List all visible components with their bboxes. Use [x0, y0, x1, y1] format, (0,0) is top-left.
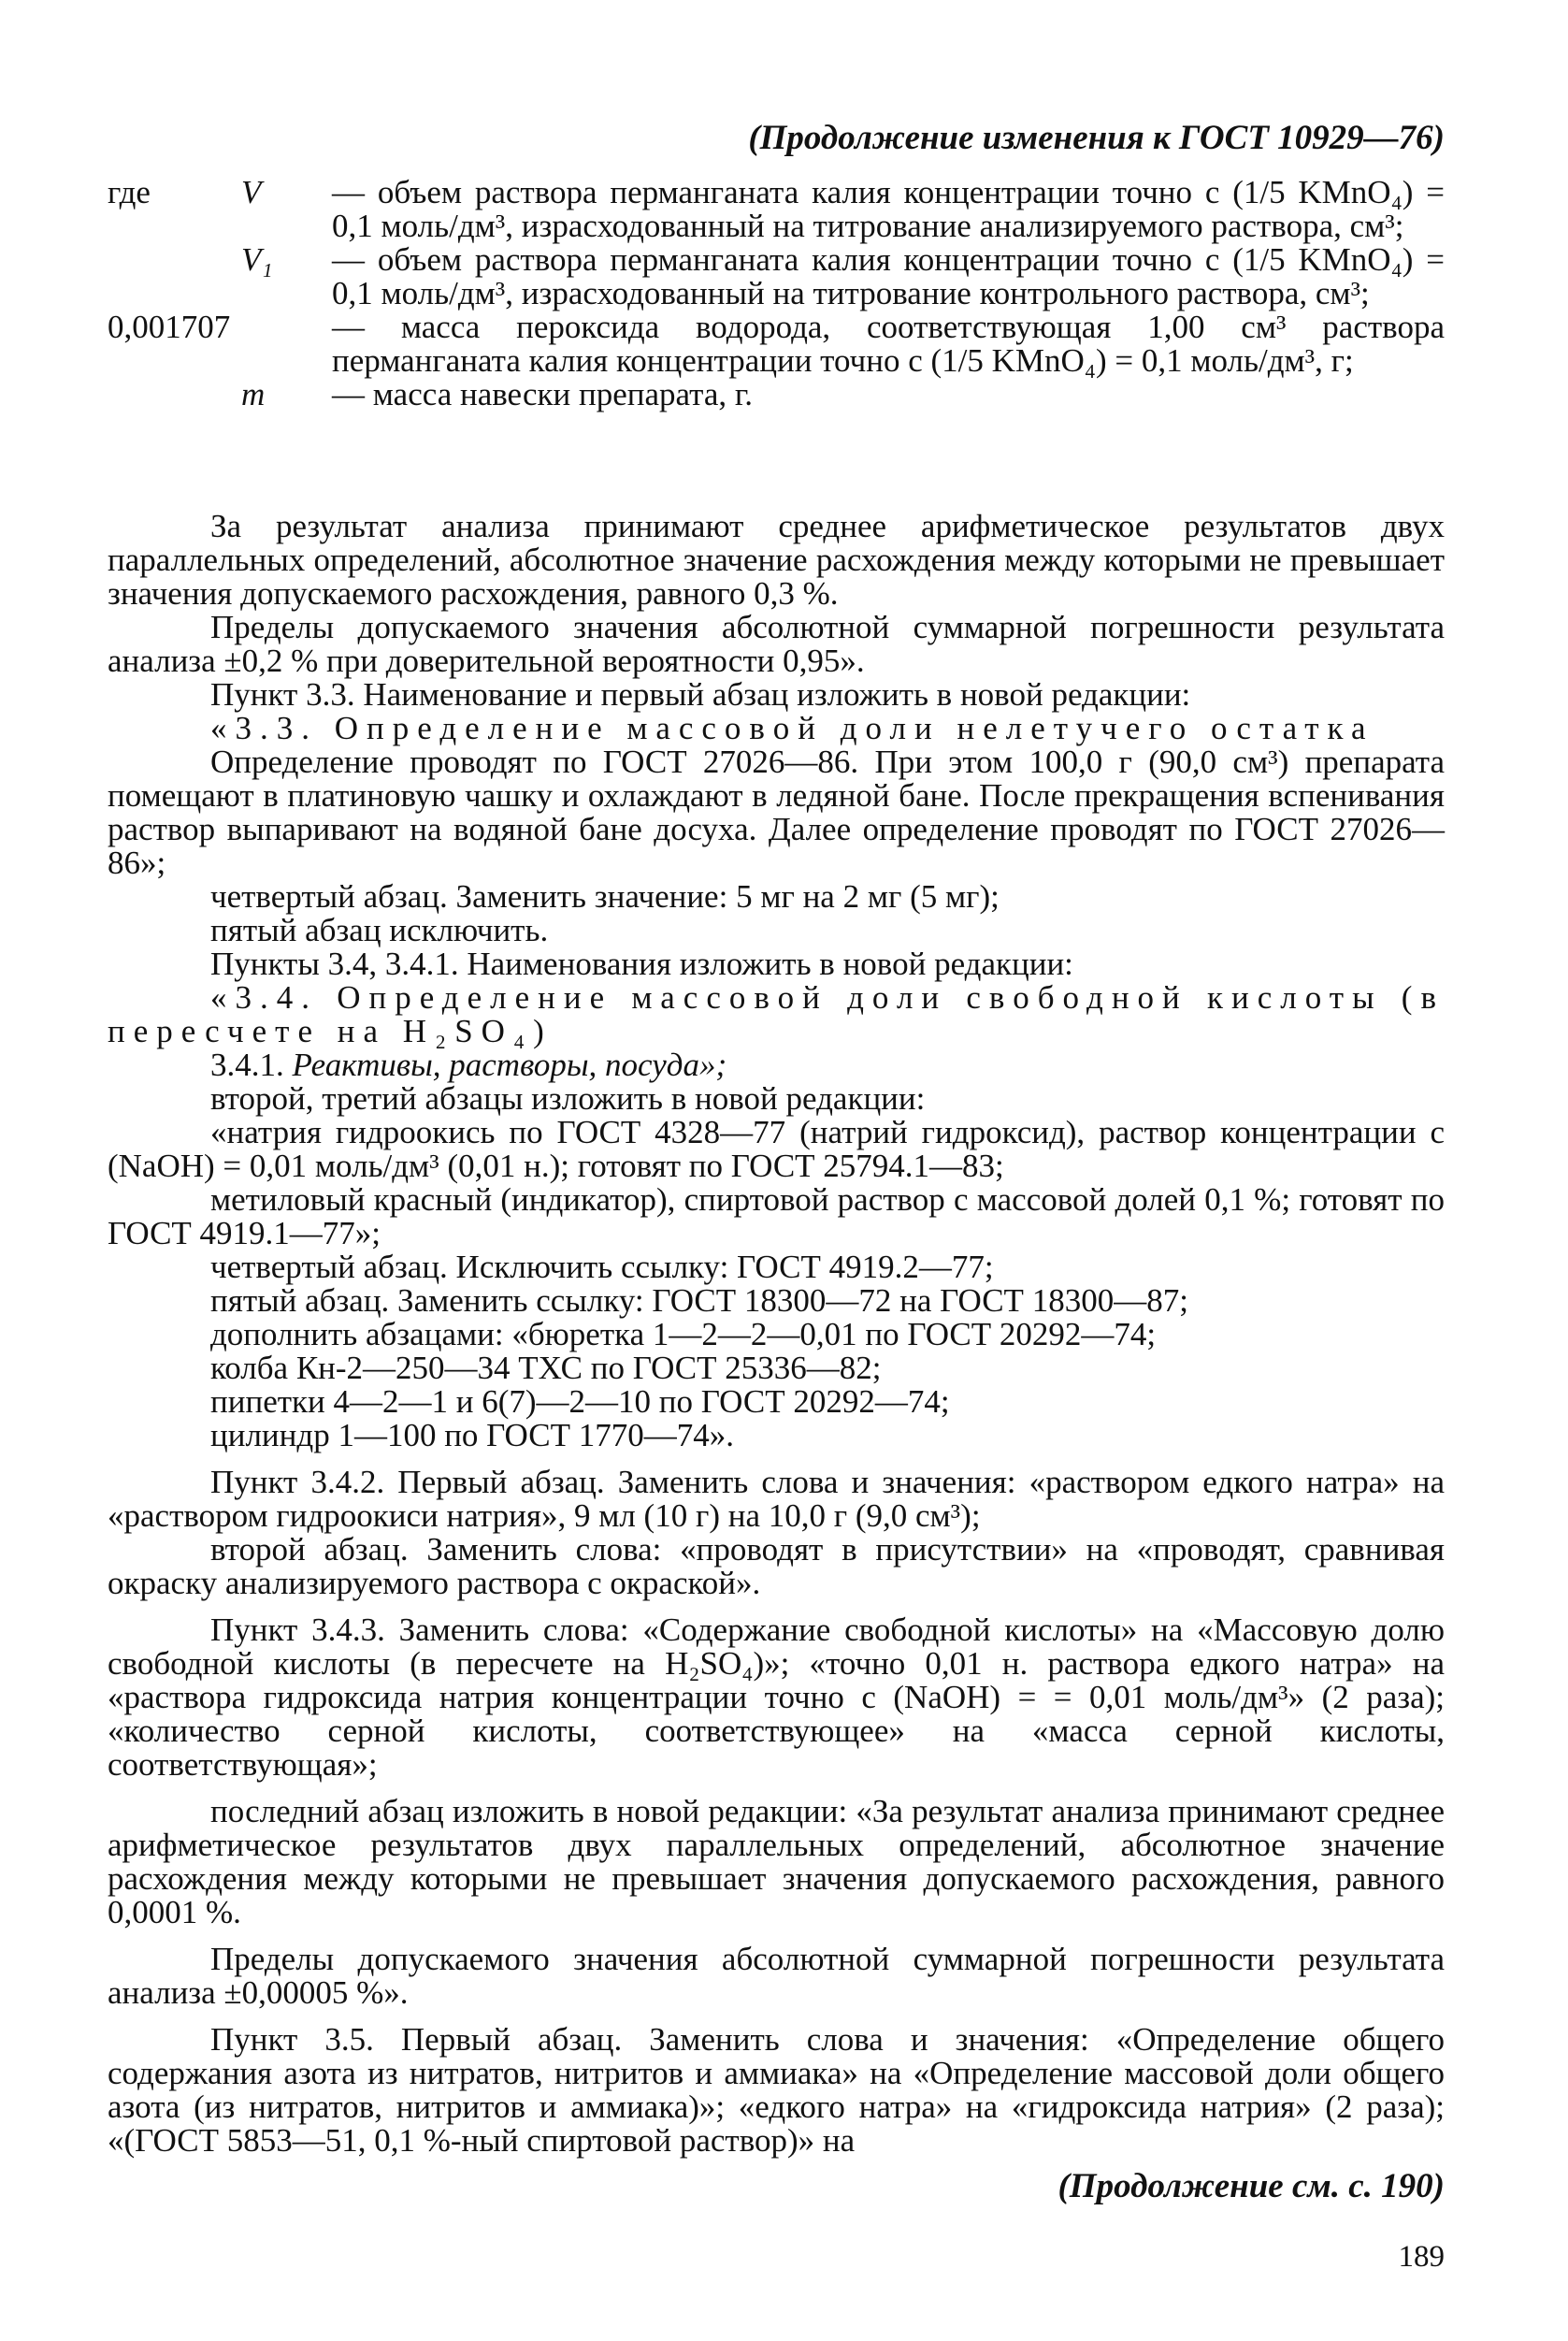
- section-heading-3-3: «3.3. Определение массовой доли нелетучего остатка: [210, 710, 1374, 746]
- paragraph: колба Кн-2—250—34 ТХС по ГОСТ 25336—82;: [210, 1350, 882, 1386]
- definition-text: — масса пероксида водорода, соответствующая 1,00 см³ раствора перманганата калия концентрации точно c (1/5 KMnO₄) = 0,1 моль/дм³, г;: [332, 309, 1445, 379]
- paragraph: Определение проводят по ГОСТ 27026—86. При этом 100,0 г (90,0 см³) препарата помещают в платиновую чашку и охлаждают в ледяной бане. После прекращения вспенивания раствор выпаривают на водяной бане досуха. Далее определение проводят по ГОСТ 27026—86»;: [108, 744, 1445, 881]
- definition-symbol: m: [241, 376, 266, 412]
- definition-v: [108, 176, 1445, 243]
- subsection-title: Реактивы, растворы, посуда»;: [292, 1047, 727, 1083]
- footer-continuation-note: (Продолжение см. с. 190): [1057, 2167, 1445, 2205]
- subsection-heading-3-4-1: [108, 1048, 1445, 1082]
- paragraph: Пункт 3.4.2. Первый абзац. Заменить слова и значения: «раствором едкого натра» на «раствором гидроокиси натрия», 9 мл (10 г) на 10,0 г (9,0 см³);: [108, 1464, 1445, 1534]
- paragraph: пятый абзац исключить.: [210, 912, 549, 948]
- definition-m: [108, 378, 1445, 412]
- variable-definitions: [108, 176, 1445, 412]
- definition-text: — масса навески препарата, г.: [332, 376, 754, 412]
- paragraph: Пределы допускаемого значения абсолютной суммарной погрешности результата анализа ±0,2 % при доверительной вероятности 0,95».: [108, 609, 1445, 679]
- paragraph: четвертый абзац. Исключить ссылку: ГОСТ 4919.2—77;: [210, 1249, 994, 1285]
- paragraph: цилиндр 1—100 по ГОСТ 1770—74».: [210, 1417, 734, 1453]
- paragraph: второй абзац. Заменить слова: «проводят в присутствии» на «проводят, сравнивая окраску анализируемого раствора с окраской».: [108, 1531, 1445, 1601]
- paragraph: второй, третий абзацы изложить в новой редакции:: [210, 1080, 926, 1117]
- paragraph: Пункты 3.4, 3.4.1. Наименования изложить в новой редакции:: [210, 946, 1073, 982]
- paragraph: За результат анализа принимают среднее арифметическое результатов двух параллельных определений, абсолютное значение расхождения между которыми не превышает значения допускаемого расхождения, равного 0,3 %.: [108, 508, 1445, 612]
- definition-symbol: V₁: [241, 241, 273, 278]
- paragraph: Пункт 3.4.3. Заменить слова: «Содержание свободной кислоты» на «Массовую долю свободной кислоты (в пересчете на H₂SO₄)»; «точно 0,01 н. раствора едкого натра» на «раствора гидроксида натрия концентрации точно c (NaOH) = = 0,01 моль/дм³» (2 раза); «количество серной кислоты, соответствующее» на «масса серной кислоты, соответствующая»;: [108, 1611, 1445, 1783]
- subsection-number: 3.4.1.: [210, 1047, 293, 1083]
- paragraph: Пункт 3.5. Первый абзац. Заменить слова и значения: «Определение общего содержания азота из нитратов, нитритов и аммиака» на «Определение массовой доли общего азота (из нитратов, нитритов и аммиака)»; «едкого натра» на «гидроксида натрия» (2 раза); «(ГОСТ 5853—51, 0,1 %-ный спиртовой раствор)» на: [108, 2021, 1445, 2159]
- paragraph: Пункт 3.3. Наименование и первый абзац изложить в новой редакции:: [210, 676, 1191, 713]
- paragraph: пипетки 4—2—1 и 6(7)—2—10 по ГОСТ 20292—74;: [210, 1383, 950, 1420]
- paragraph: Пределы допускаемого значения абсолютной суммарной погрешности результата анализа ±0,00005 %».: [108, 1941, 1445, 2011]
- definition-symbol: 0,001707: [108, 309, 231, 345]
- paragraph: «натрия гидроокись по ГОСТ 4328—77 (натрий гидроксид), раствор концентрации c (NaOH) = 0,01 моль/дм³ (0,01 н.); готовят по ГОСТ 25794.1—83;: [108, 1114, 1445, 1184]
- definition-prefix: где: [108, 174, 151, 210]
- definition-text: — объем раствора перманганата калия концентрации точно c (1/5 KMnO₄) = 0,1 моль/дм³, израсходованный на титрование контрольного раствора, см³;: [332, 241, 1445, 311]
- paragraph: метиловый красный (индикатор), спиртовой раствор с массовой долей 0,1 %; готовят по ГОСТ 4919.1—77»;: [108, 1181, 1445, 1251]
- definition-v1: [108, 243, 1445, 311]
- paragraph: дополнить абзацами: «бюретка 1—2—2—0,01 по ГОСТ 20292—74;: [210, 1316, 1157, 1352]
- page-number: 189: [1398, 2240, 1445, 2274]
- document-body: [108, 510, 1445, 2158]
- paragraph: четвертый абзац. Заменить значение: 5 мг на 2 мг (5 мг);: [210, 878, 1000, 915]
- paragraph: пятый абзац. Заменить ссылку: ГОСТ 18300—72 на ГОСТ 18300—87;: [210, 1282, 1188, 1319]
- definition-symbol: V: [241, 174, 262, 210]
- paragraph: последний абзац изложить в новой редакции: «За результат анализа принимают среднее арифметическое результатов двух параллельных определений, абсолютное значение расхождения между которыми не превышает значения допускаемого расхождения, равного 0,0001 %.: [108, 1793, 1445, 1930]
- header-continuation-note: (Продолжение изменения к ГОСТ 10929—76): [748, 119, 1445, 157]
- definition-constant: [108, 311, 1445, 378]
- section-heading-3-4: «3.4. Определение массовой доли свободной кислоты (в пересчете на H₂SO₄): [108, 979, 1445, 1049]
- definition-text: — объем раствора перманганата калия концентрации точно c (1/5 KMnO₄) = 0,1 моль/дм³, израсходованный на титрование анализируемого раствора, см³;: [332, 174, 1445, 244]
